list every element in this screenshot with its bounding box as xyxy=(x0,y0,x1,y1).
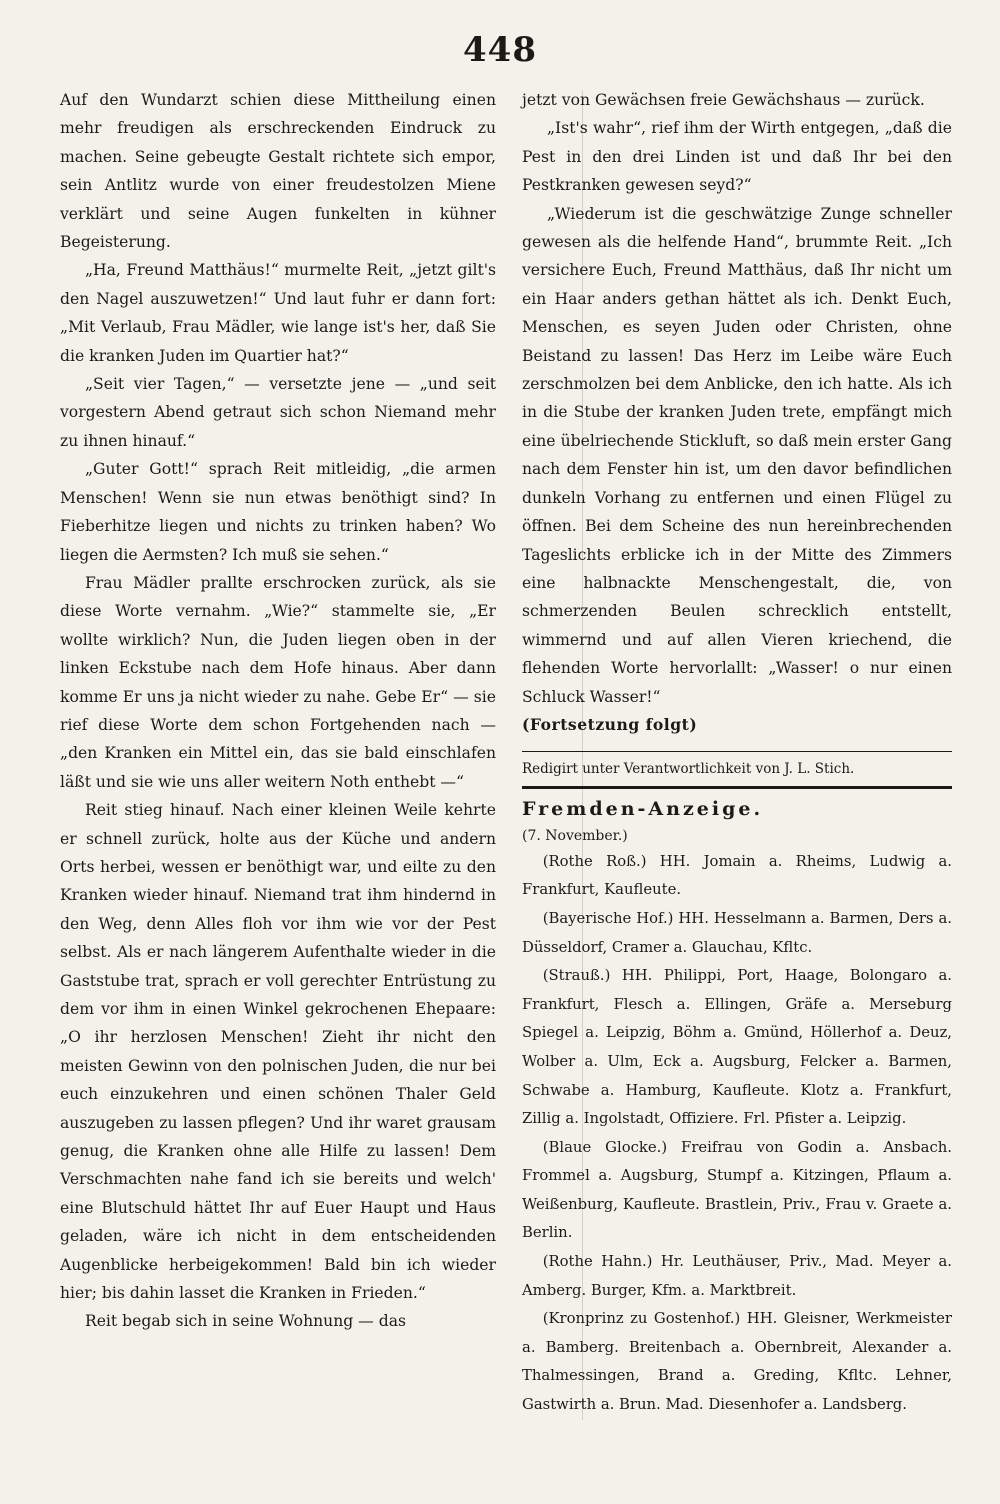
divider xyxy=(522,751,952,752)
paragraph: „Guter Gott!“ sprach Reit mitleidig, „die armen Menschen! Wenn sie nun etwas benöthigt sind? In Fieberhitze liegen und nichts zu trinken haben? Wo liegen die Aermsten? Ich muß sie sehen.“ xyxy=(60,460,496,564)
paragraph: „Seit vier Tagen,“ — versetzte jene — „und seit vorgestern Abend getraut sich schon Niemand mehr zu ihnen hinauf.“ xyxy=(60,375,496,450)
left-column xyxy=(60,86,496,1336)
notice-entry: (Blaue Glocke.) Freifrau von Godin a. Ansbach. Frommel a. Augsburg, Stumpf a. Kitzingen, Pflaum a. Weißenburg, Kaufleute. Brastlein, Priv., Frau v. Graete a. Berlin. xyxy=(522,1138,952,1242)
notice-entry: (Rothe Hahn.) Hr. Leuthäuser, Priv., Mad. Meyer a. Amberg. Burger, Kfm. a. Marktbreit. xyxy=(522,1253,952,1299)
notice-entry: (Strauß.) HH. Philippi, Port, Haage, Bolongaro a. Frankfurt, Flesch a. Ellingen, Gräfe a. Merseburg Spiegel a. Leipzig, Böhm a. Gmünd, Höllerhof a. Deuz, Wolber a. Ulm, Eck a. Augsburg, Felcker a. Barmen, Schwabe a. Hamburg, Kaufleute. Klotz a. Frankfurt, Zillig a. Ingolstadt, Offiziere. Frl. Pfister a. Leipzig. xyxy=(522,967,952,1128)
paragraph: Frau Mädler prallte erschrocken zurück, als sie diese Worte vernahm. „Wie?“ stammelte sie, „Er wollte wirklich? Nun, die Juden liegen oben in der linken Eckstube nach dem Hofe hinaus. Aber dann komme Er uns ja nicht wieder zu nahe. Gebe Er“ — sie rief diese Worte dem schon Fortgehenden nach — „den Kranken ein Mittel ein, das sie bald einschlafen läßt und sie wie uns aller weitern Noth enthebt —“ xyxy=(60,573,496,791)
paragraph: Reit stieg hinauf. Nach einer kleinen Weile kehrte er schnell zurück, holte aus der Küche und andern Orts herbei, wessen er benöthigt war, und eilte zu den Kranken wieder hinauf. Niemand trat ihm hindernd in den Weg, denn Alles floh vor ihm wie vor der Pest selbst. Als er nach längerem Aufenthalte wieder in die Gaststube trat, sprach er voll gerechter Entrüstung zu dem vor ihm in einen Winkel gekrochenen Ehepaare: „O ihr herzlosen Menschen! Zieht ihr nicht den meisten Gewinn von den polnischen Juden, die nur bei euch einzukehren und einen schönen Thaler Geld auszugeben zu lassen pflegen? Und ihr waret grausam genug, die Kranken ohne alle Hilfe zu lassen! Dem Verschmachten nahe fand ich sie bereits und welch' eine Blutschuld hättet Ihr auf Euer Haupt und Haus geladen, wäre ich nicht in dem entscheidenden Augenblicke herbeigekommen! Bald bin ich wieder hier; bis dahin lasset die Kranken in Frieden.“ xyxy=(60,801,496,1303)
paragraph: „Ha, Freund Matthäus!“ murmelte Reit, „jetzt gilt's den Nagel auszuwetzen!“ Und laut fuhr er dann fort: „Mit Verlaub, Frau Mädler, wie lange ist's her, daß Sie die kranken Juden im Quartier hat?“ xyxy=(60,261,496,365)
notice-entry: (Rothe Roß.) HH. Jomain a. Rheims, Ludwig a. Frankfurt, Kaufleute. xyxy=(522,852,952,899)
notice-entry: (Bayerische Hof.) HH. Hesselmann a. Barmen, Ders a. Düsseldorf, Cramer a. Glauchau, Kfltc. xyxy=(522,909,952,956)
divider xyxy=(522,786,952,789)
paragraph: „Ist's wahr“, rief ihm der Wirth entgegen, „daß die Pest in den drei Linden ist und daß Ihr bei den Pestkranken gewesen seyd?“ xyxy=(522,119,952,195)
to-be-continued: (Fortsetzung folgt) xyxy=(522,714,698,734)
right-column xyxy=(522,86,952,1420)
paragraph: Reit begab sich in seine Wohnung — das xyxy=(84,1312,407,1331)
editor-credit: Redigirt unter Verantwortlichkeit von J. L. Stich. xyxy=(522,761,855,778)
notice-title: Fremden-Anzeige. xyxy=(522,798,764,821)
page-number: 448 xyxy=(463,30,537,70)
paragraph: jetzt von Gewächsen freie Gewächshaus — zurück. xyxy=(522,91,925,109)
paragraph: Auf den Wundarzt schien diese Mittheilung einen mehr freudigen als erschreckenden Eindruck zu machen. Seine gebeugte Gestalt richtete sich empor, sein Antlitz wurde von einer freudestolzen Miene verklärt und seine Augen funkelten in kühner Begeisterung. xyxy=(60,91,496,252)
notice-date: (7. November.) xyxy=(522,827,628,844)
notice-entry: (Kronprinz zu Gostenhof.) HH. Gleisner, Werkmeister a. Bamberg. Breitenbach a. Obernbreit, Alexander a. Thalmessingen, Brand a. Greding, Kfltc. Lehner, Gastwirth a. Brun. Mad. Diesenhofer a. Landsberg. xyxy=(522,1310,952,1414)
paragraph: „Wiederum ist die geschwätzige Zunge schneller gewesen als die helfende Hand“, brummte Reit. „Ich versichere Euch, Freund Matthäus, daß Ihr nicht um ein Haar anders gethan hättet als ich. Denkt Euch, Menschen, es seyen Juden oder Christen, ohne Beistand zu lassen! Das Herz im Leibe wäre Euch zerschmolzen bei dem Anblicke, den ich hatte. Als ich in die Stube der kranken Juden trete, empfängt mich eine übelriechende Stickluft, so daß mein erster Gang nach dem Fenster hin ist, um den davor befindlichen dunkeln Vorhang zu entfernen und einen Flügel zu öffnen. Bei dem Scheine des nun hereinbrechenden Tageslichts erblicke ich in der Mitte des Zimmers eine halbnackte Menschengestalt, die, von schmerzenden Beulen schrecklich entstellt, wimmernd und auf allen Vieren kriechend, die flehenden Worte hervorlallt: „Wasser! o nur einen Schluck Wasser!“ xyxy=(522,204,952,706)
